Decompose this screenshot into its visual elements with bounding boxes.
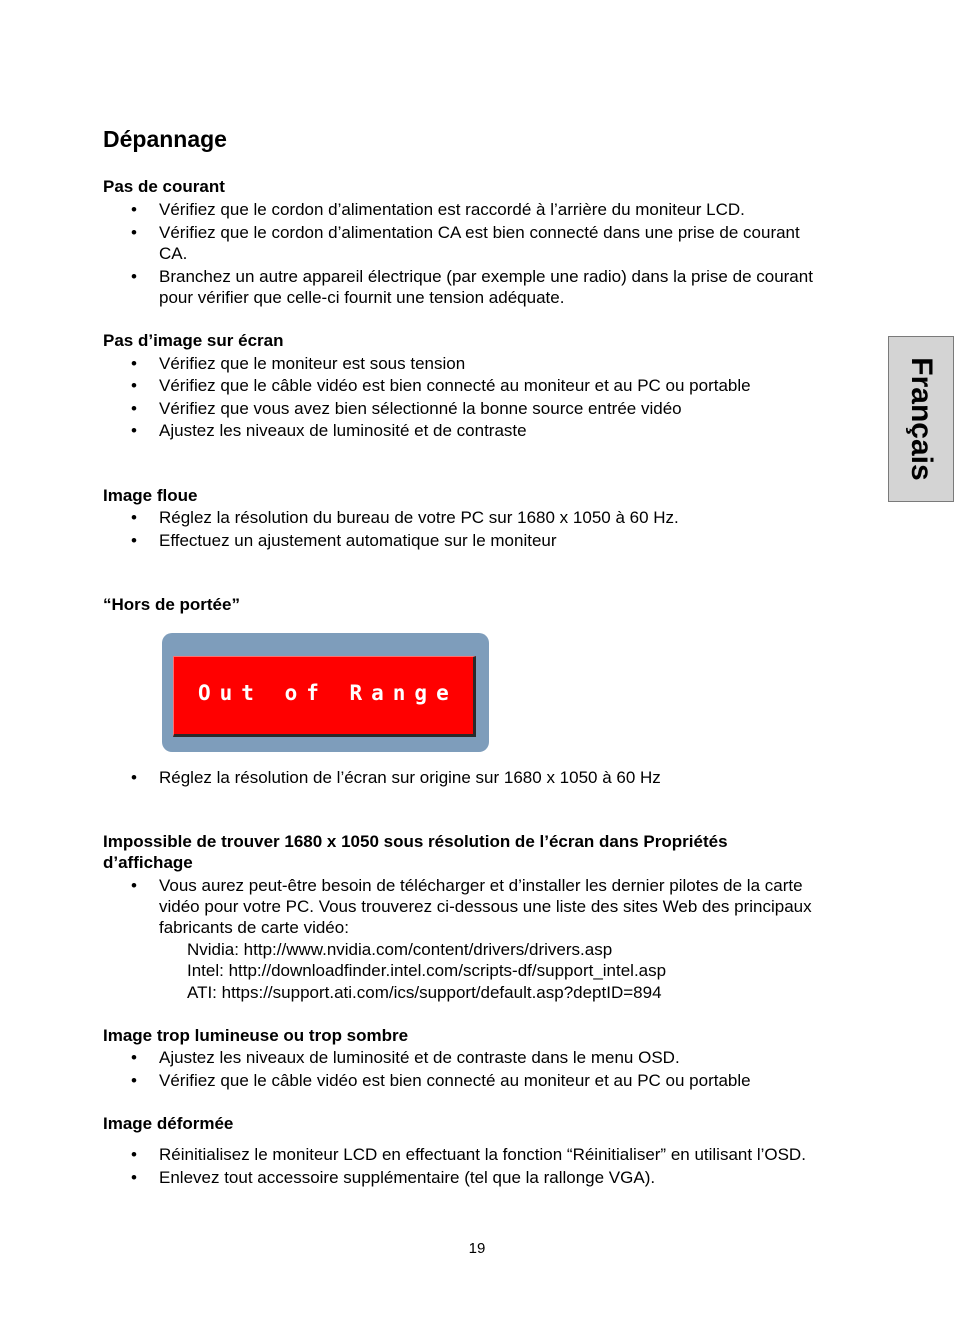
list-item: Vérifiez que le câble vidéo est bien connecté au moniteur et au PC ou portable <box>159 376 751 395</box>
page-title: Dépannage <box>103 126 227 152</box>
bullet-marker: • <box>131 354 137 373</box>
list-item: Branchez un autre appareil électrique (par exemple une radio) dans la prise de courant pour vérifier que celle-ci fournit une tension adéquate. <box>159 267 813 307</box>
section-heading-out-of-range: “Hors de portée” <box>103 595 240 614</box>
out-of-range-osd-image <box>162 633 489 752</box>
bullet-marker: • <box>131 200 137 219</box>
list-item: Vérifiez que le cordon d’alimentation CA est bien connecté dans une prise de courant CA. <box>159 223 800 263</box>
list-item: Ajustez les niveaux de luminosité et de contraste dans le menu OSD. <box>159 1048 680 1067</box>
section-heading-brightness: Image trop lumineuse ou trop sombre <box>103 1026 409 1045</box>
section-heading-no-image: Pas d’image sur écran <box>103 331 284 350</box>
bullet-marker: • <box>131 876 137 895</box>
bullet-marker: • <box>131 508 137 527</box>
language-tab <box>888 336 954 502</box>
driver-link-nvidia: Nvidia: http://www.nvidia.com/content/drivers/drivers.asp <box>187 940 613 959</box>
out-of-range-message: Out of Range <box>198 681 458 705</box>
list-item: Réinitialisez le moniteur LCD en effectuant la fonction “Réinitialiser” en utilisant l’OSD. <box>159 1145 806 1164</box>
list-item: Vous aurez peut-être besoin de télécharger et d’installer les dernier pilotes de la carte vidéo pour votre PC. Vous trouverez ci-dessous une liste des sites Web des principaux fabricants de carte vidéo: <box>159 876 812 937</box>
bullet-marker: • <box>131 267 137 286</box>
bullet-marker: • <box>131 1071 137 1090</box>
list-item: Enlevez tout accessoire supplémentaire (tel que la rallonge VGA). <box>159 1168 656 1187</box>
list-item: Vérifiez que le câble vidéo est bien connecté au moniteur et au PC ou portable <box>159 1071 751 1090</box>
section-heading-blurry-image: Image floue <box>103 486 198 505</box>
bullet-marker: • <box>131 1048 137 1067</box>
list-item: Réglez la résolution du bureau de votre PC sur 1680 x 1050 à 60 Hz. <box>159 508 679 527</box>
bullet-marker: • <box>131 1168 137 1187</box>
bullet-marker: • <box>131 376 137 395</box>
driver-link-intel: Intel: http://downloadfinder.intel.com/scripts-df/support_intel.asp <box>187 961 667 980</box>
list-item: Vérifiez que le moniteur est sous tension <box>159 354 466 373</box>
bullet-marker: • <box>131 1145 137 1164</box>
section-heading-no-power: Pas de courant <box>103 177 225 196</box>
page-number: 19 <box>468 1240 486 1257</box>
list-item: Effectuez un ajustement automatique sur le moniteur <box>159 531 557 550</box>
section-heading-resolution-missing: Impossible de trouver 1680 x 1050 sous résolution de l’écran dans Propriétés d’affichage <box>103 832 728 872</box>
language-tab-label: Français <box>905 357 938 481</box>
bullet-marker: • <box>131 223 137 242</box>
list-item: Ajustez les niveaux de luminosité et de contraste <box>159 421 527 440</box>
section-heading-distorted-image: Image déformée <box>103 1114 234 1133</box>
list-item: Vérifiez que vous avez bien sélectionné la bonne source entrée vidéo <box>159 399 682 418</box>
driver-link-ati: ATI: https://support.ati.com/ics/support/default.asp?deptID=894 <box>187 983 662 1002</box>
bullet-marker: • <box>131 421 137 440</box>
out-of-range-message-box <box>173 656 476 737</box>
bullet-marker: • <box>131 399 137 418</box>
list-item: Réglez la résolution de l’écran sur origine sur 1680 x 1050 à 60 Hz <box>159 768 661 787</box>
list-item: Vérifiez que le cordon d’alimentation est raccordé à l’arrière du moniteur LCD. <box>159 200 745 219</box>
bullet-marker: • <box>131 531 137 550</box>
bullet-marker: • <box>131 768 137 787</box>
